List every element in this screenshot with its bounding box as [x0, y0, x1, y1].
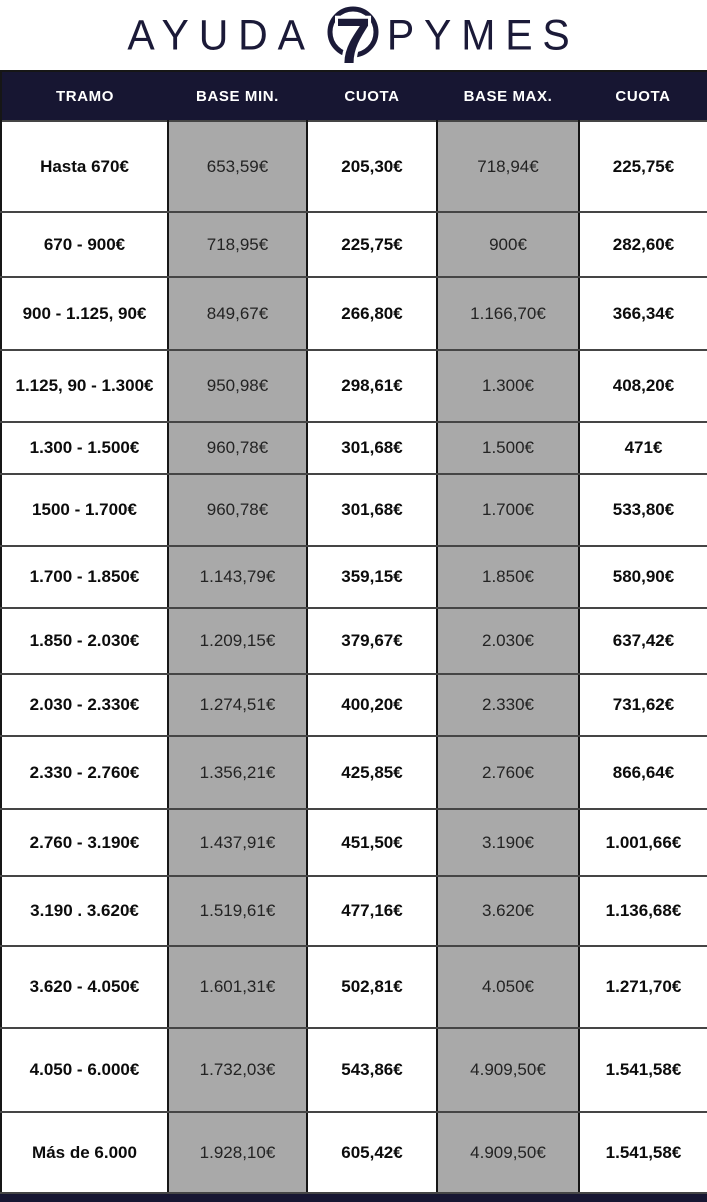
cell-base-min: 1.356,21€ [168, 736, 307, 809]
cell-tramo: 1.300 - 1.500€ [1, 422, 168, 474]
cell-cuota-max: 408,20€ [579, 350, 707, 422]
table-row [1, 674, 707, 736]
cell-cuota-min: 379,67€ [307, 608, 437, 674]
cell-tramo: 2.330 - 2.760€ [1, 736, 168, 809]
cell-cuota-min: 301,68€ [307, 474, 437, 546]
logo-word-left: AYUDA [127, 10, 315, 59]
cell-tramo: 3.620 - 4.050€ [1, 946, 168, 1028]
table-row [1, 422, 707, 474]
table-row [1, 809, 707, 876]
cell-base-min: 1.274,51€ [168, 674, 307, 736]
cell-cuota-max: 282,60€ [579, 212, 707, 277]
cell-cuota-min: 502,81€ [307, 946, 437, 1028]
cell-base-max: 3.190€ [437, 809, 579, 876]
table-body [1, 121, 707, 1193]
table-row [1, 121, 707, 212]
cell-base-min: 960,78€ [168, 422, 307, 474]
table-row [1, 876, 707, 946]
cell-cuota-max: 225,75€ [579, 121, 707, 212]
cell-tramo: 1.850 - 2.030€ [1, 608, 168, 674]
cell-tramo: 3.190 . 3.620€ [1, 876, 168, 946]
cell-base-min: 950,98€ [168, 350, 307, 422]
cell-cuota-min: 425,85€ [307, 736, 437, 809]
cell-cuota-min: 301,68€ [307, 422, 437, 474]
cell-cuota-max: 731,62€ [579, 674, 707, 736]
cell-cuota-min: 266,80€ [307, 277, 437, 350]
cell-cuota-max: 1.541,58€ [579, 1112, 707, 1193]
cell-cuota-min: 298,61€ [307, 350, 437, 422]
cell-cuota-max: 637,42€ [579, 608, 707, 674]
logo [0, 0, 707, 70]
column-header-base-max: BASE MAX. [437, 71, 579, 121]
cell-base-min: 1.519,61€ [168, 876, 307, 946]
table-row [1, 350, 707, 422]
table-row [1, 608, 707, 674]
cell-base-min: 1.601,31€ [168, 946, 307, 1028]
cell-base-max: 718,94€ [437, 121, 579, 212]
cell-base-max: 1.500€ [437, 422, 579, 474]
cell-base-min: 1.209,15€ [168, 608, 307, 674]
cell-base-max: 2.030€ [437, 608, 579, 674]
logo-word-right: PYMES [386, 10, 580, 59]
cell-base-min: 1.928,10€ [168, 1112, 307, 1193]
cell-cuota-max: 533,80€ [579, 474, 707, 546]
cell-cuota-max: 580,90€ [579, 546, 707, 608]
cell-base-max: 1.300€ [437, 350, 579, 422]
cell-cuota-min: 225,75€ [307, 212, 437, 277]
svg-text:7: 7 [335, 5, 371, 67]
cell-base-min: 653,59€ [168, 121, 307, 212]
contribution-brackets-table [0, 70, 707, 1194]
column-header-tramo: TRAMO [1, 71, 168, 121]
header-row [1, 71, 707, 121]
table-row [1, 1028, 707, 1112]
cell-tramo: 2.760 - 3.190€ [1, 809, 168, 876]
cell-tramo: 1500 - 1.700€ [1, 474, 168, 546]
cell-base-min: 1.143,79€ [168, 546, 307, 608]
cell-base-min: 718,95€ [168, 212, 307, 277]
cell-cuota-max: 471€ [579, 422, 707, 474]
cell-base-max: 4.050€ [437, 946, 579, 1028]
cell-base-max: 3.620€ [437, 876, 579, 946]
cell-tramo: Hasta 670€ [1, 121, 168, 212]
cell-cuota-max: 1.541,58€ [579, 1028, 707, 1112]
table-row [1, 736, 707, 809]
cell-tramo: 4.050 - 6.000€ [1, 1028, 168, 1112]
bottom-accent-bar [0, 1194, 707, 1202]
table-row [1, 1112, 707, 1193]
cell-cuota-min: 451,50€ [307, 809, 437, 876]
cell-tramo: Más de 6.000 [1, 1112, 168, 1193]
cell-base-max: 1.700€ [437, 474, 579, 546]
number-7-circle-icon [325, 3, 381, 67]
cell-base-min: 849,67€ [168, 277, 307, 350]
cell-cuota-min: 205,30€ [307, 121, 437, 212]
cell-base-max: 1.166,70€ [437, 277, 579, 350]
cell-cuota-max: 1.136,68€ [579, 876, 707, 946]
cell-tramo: 1.125, 90 - 1.300€ [1, 350, 168, 422]
cell-tramo: 1.700 - 1.850€ [1, 546, 168, 608]
table-row [1, 474, 707, 546]
column-header-cuota-2: CUOTA [579, 71, 707, 121]
cell-cuota-max: 1.001,66€ [579, 809, 707, 876]
column-header-cuota-1: CUOTA [307, 71, 437, 121]
table-header [1, 71, 707, 121]
cell-tramo: 2.030 - 2.330€ [1, 674, 168, 736]
table-row [1, 946, 707, 1028]
table-row [1, 212, 707, 277]
cell-base-max: 4.909,50€ [437, 1028, 579, 1112]
cell-base-min: 1.732,03€ [168, 1028, 307, 1112]
cell-base-max: 2.330€ [437, 674, 579, 736]
cell-cuota-min: 605,42€ [307, 1112, 437, 1193]
table-row [1, 546, 707, 608]
cell-base-min: 960,78€ [168, 474, 307, 546]
cell-base-max: 900€ [437, 212, 579, 277]
cell-base-max: 2.760€ [437, 736, 579, 809]
cell-cuota-min: 359,15€ [307, 546, 437, 608]
cell-cuota-min: 400,20€ [307, 674, 437, 736]
table-row [1, 277, 707, 350]
cell-tramo: 900 - 1.125, 90€ [1, 277, 168, 350]
cell-cuota-max: 1.271,70€ [579, 946, 707, 1028]
cell-cuota-max: 366,34€ [579, 277, 707, 350]
cell-tramo: 670 - 900€ [1, 212, 168, 277]
cell-base-min: 1.437,91€ [168, 809, 307, 876]
cell-cuota-min: 477,16€ [307, 876, 437, 946]
cell-base-max: 4.909,50€ [437, 1112, 579, 1193]
column-header-base-min: BASE MIN. [168, 71, 307, 121]
cell-cuota-max: 866,64€ [579, 736, 707, 809]
cell-cuota-min: 543,86€ [307, 1028, 437, 1112]
cell-base-max: 1.850€ [437, 546, 579, 608]
